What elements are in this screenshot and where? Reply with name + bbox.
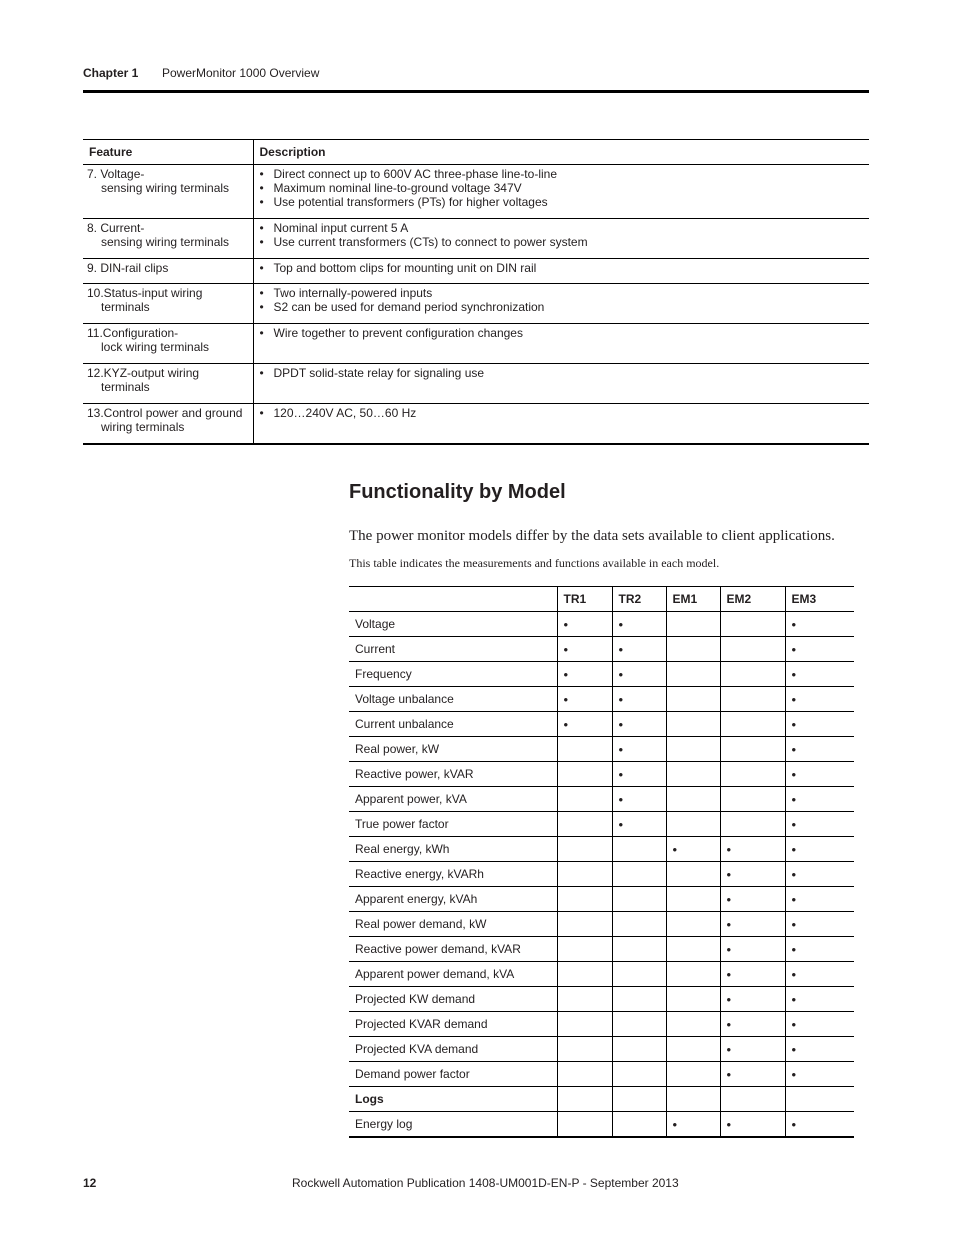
description-list	[260, 326, 864, 340]
section-heading: Functionality by Model	[349, 481, 566, 503]
description-list	[260, 221, 864, 249]
availability-cell	[666, 1087, 720, 1112]
availability-cell: •	[720, 987, 785, 1012]
feature-line: 11.Configuration-	[87, 326, 179, 340]
model-row	[349, 987, 854, 1012]
description-list	[260, 406, 864, 420]
description-item: • Nominal input current 5 A	[260, 221, 864, 235]
measurement-label: Projected KW demand	[349, 987, 557, 1012]
description-cell	[253, 364, 869, 404]
measurement-label: Logs	[349, 1087, 557, 1112]
description-list	[260, 286, 864, 314]
availability-cell	[612, 837, 666, 862]
measurement-label: Voltage	[349, 612, 557, 637]
measurement-label: Current unbalance	[349, 712, 557, 737]
model-row	[349, 962, 854, 987]
availability-cell: •	[720, 962, 785, 987]
availability-cell: •	[785, 787, 854, 812]
availability-cell: •	[557, 712, 612, 737]
description-item: • DPDT solid-state relay for signaling use	[260, 366, 864, 380]
availability-cell	[612, 937, 666, 962]
availability-cell	[612, 987, 666, 1012]
measurement-label: Apparent power demand, kVA	[349, 962, 557, 987]
availability-cell	[612, 862, 666, 887]
availability-cell	[666, 737, 720, 762]
model-row	[349, 712, 854, 737]
model-row	[349, 662, 854, 687]
availability-cell: •	[720, 837, 785, 862]
feature-line: wiring terminals	[101, 420, 185, 434]
availability-cell	[557, 1062, 612, 1087]
measurement-label: Reactive power, kVAR	[349, 762, 557, 787]
availability-cell	[612, 1037, 666, 1062]
availability-cell	[666, 612, 720, 637]
availability-cell: •	[785, 912, 854, 937]
model-row	[349, 612, 854, 637]
model-row	[349, 887, 854, 912]
availability-cell: •	[557, 637, 612, 662]
measurement-label: Projected KVAR demand	[349, 1012, 557, 1037]
availability-cell: •	[720, 1112, 785, 1138]
feature-cell	[83, 364, 253, 404]
feature-cell	[83, 259, 253, 284]
availability-cell: •	[612, 737, 666, 762]
feature-table-header	[83, 140, 869, 165]
availability-cell	[720, 637, 785, 662]
description-list	[260, 366, 864, 380]
model-row	[349, 837, 854, 862]
availability-cell	[666, 937, 720, 962]
model-row	[349, 862, 854, 887]
availability-cell: •	[666, 1112, 720, 1138]
availability-cell: •	[785, 1112, 854, 1138]
feature-line: 9. DIN-rail clips	[87, 261, 169, 275]
feature-row	[83, 259, 869, 284]
availability-cell: •	[612, 687, 666, 712]
description-cell	[253, 284, 869, 324]
model-column-header: EM1	[666, 587, 720, 612]
availability-cell	[557, 787, 612, 812]
availability-cell: •	[785, 1037, 854, 1062]
measurement-label: Real energy, kWh	[349, 837, 557, 862]
availability-cell	[557, 837, 612, 862]
model-row	[349, 787, 854, 812]
description-list	[260, 167, 864, 209]
description-cell	[253, 165, 869, 219]
feature-column-header: Feature	[83, 140, 253, 165]
feature-line: 13.Control power and ground	[87, 406, 243, 420]
availability-cell: •	[785, 712, 854, 737]
feature-line: 12.KYZ-output wiring	[87, 366, 200, 380]
feature-line: lock wiring terminals	[101, 340, 210, 354]
feature-row	[83, 165, 869, 219]
model-table-header	[349, 587, 854, 612]
availability-cell	[557, 887, 612, 912]
description-cell	[253, 404, 869, 445]
availability-cell: •	[785, 637, 854, 662]
availability-cell	[720, 687, 785, 712]
measurement-column-header	[349, 587, 557, 612]
availability-cell	[612, 1062, 666, 1087]
availability-cell	[666, 812, 720, 837]
availability-cell: •	[785, 737, 854, 762]
availability-cell: •	[612, 637, 666, 662]
availability-cell	[666, 687, 720, 712]
availability-cell	[666, 1062, 720, 1087]
chapter-label: Chapter 1	[83, 66, 139, 80]
availability-cell	[666, 962, 720, 987]
availability-cell	[720, 612, 785, 637]
availability-cell: •	[666, 837, 720, 862]
feature-line: sensing wiring terminals	[101, 235, 230, 249]
availability-cell	[720, 662, 785, 687]
feature-cell	[83, 219, 253, 259]
availability-cell: •	[557, 612, 612, 637]
measurement-label: Current	[349, 637, 557, 662]
availability-cell: •	[720, 862, 785, 887]
availability-cell: •	[720, 1062, 785, 1087]
availability-cell	[557, 1012, 612, 1037]
description-item: • Maximum nominal line-to-ground voltage 347V	[260, 181, 864, 195]
availability-cell	[557, 1087, 612, 1112]
availability-cell: •	[720, 937, 785, 962]
availability-cell	[557, 762, 612, 787]
feature-cell	[83, 165, 253, 219]
availability-cell: •	[612, 612, 666, 637]
availability-cell: •	[785, 862, 854, 887]
feature-row	[83, 284, 869, 324]
feature-line: 7. Voltage-	[87, 167, 145, 181]
availability-cell: •	[557, 687, 612, 712]
availability-cell	[666, 712, 720, 737]
availability-cell: •	[785, 837, 854, 862]
availability-cell: •	[720, 1037, 785, 1062]
feature-line: 10.Status-input wiring	[87, 286, 203, 300]
measurement-label: Real power demand, kW	[349, 912, 557, 937]
description-cell	[253, 259, 869, 284]
availability-cell	[666, 637, 720, 662]
page-number: 12	[83, 1176, 97, 1190]
measurement-label: True power factor	[349, 812, 557, 837]
availability-cell	[666, 862, 720, 887]
measurement-label: Real power, kW	[349, 737, 557, 762]
availability-cell	[612, 1112, 666, 1138]
description-item: • Direct connect up to 600V AC three-phase line-to-line	[260, 167, 864, 181]
running-header	[83, 66, 869, 93]
description-item: • 120…240V AC, 50…60 Hz	[260, 406, 864, 420]
measurement-label: Reactive power demand, kVAR	[349, 937, 557, 962]
availability-cell	[666, 1012, 720, 1037]
model-column-header: EM3	[785, 587, 854, 612]
availability-cell	[557, 987, 612, 1012]
publication-info: Rockwell Automation Publication 1408-UM001D-EN-P - September 2013	[292, 1176, 679, 1190]
availability-cell	[612, 1087, 666, 1112]
availability-cell: •	[720, 912, 785, 937]
feature-cell	[83, 324, 253, 364]
model-row	[349, 762, 854, 787]
availability-cell: •	[785, 612, 854, 637]
availability-cell	[720, 712, 785, 737]
feature-line: 8. Current-	[87, 221, 145, 235]
availability-cell	[612, 912, 666, 937]
feature-row	[83, 219, 869, 259]
availability-cell	[557, 812, 612, 837]
measurement-label: Demand power factor	[349, 1062, 557, 1087]
model-row	[349, 812, 854, 837]
model-row	[349, 1037, 854, 1062]
feature-line: sensing wiring terminals	[101, 181, 230, 195]
availability-cell	[612, 887, 666, 912]
model-row	[349, 1012, 854, 1037]
availability-cell	[720, 1087, 785, 1112]
feature-row	[83, 364, 869, 404]
feature-row	[83, 324, 869, 364]
description-column-header: Description	[253, 140, 869, 165]
feature-row	[83, 404, 869, 445]
model-column-header: TR2	[612, 587, 666, 612]
availability-cell: •	[612, 812, 666, 837]
description-item: • Wire together to prevent configuration changes	[260, 326, 864, 340]
availability-cell	[557, 912, 612, 937]
model-column-header: TR1	[557, 587, 612, 612]
availability-cell: •	[785, 812, 854, 837]
measurement-label: Apparent energy, kVAh	[349, 887, 557, 912]
availability-cell	[612, 962, 666, 987]
availability-cell	[557, 1112, 612, 1138]
measurement-label: Frequency	[349, 662, 557, 687]
availability-cell: •	[785, 662, 854, 687]
availability-cell: •	[557, 662, 612, 687]
feature-cell	[83, 284, 253, 324]
availability-cell: •	[785, 962, 854, 987]
measurement-label: Apparent power, kVA	[349, 787, 557, 812]
model-row	[349, 737, 854, 762]
availability-cell: •	[785, 762, 854, 787]
availability-cell	[557, 937, 612, 962]
model-row	[349, 637, 854, 662]
chapter-title: PowerMonitor 1000 Overview	[162, 66, 320, 80]
model-column-header: EM2	[720, 587, 785, 612]
availability-cell	[720, 737, 785, 762]
availability-cell	[557, 1037, 612, 1062]
availability-cell	[557, 737, 612, 762]
intro-paragraph: The power monitor models differ by the data sets available to client applications.	[349, 528, 835, 544]
feature-cell	[83, 404, 253, 445]
description-item: • Use current transformers (CTs) to connect to power system	[260, 235, 864, 249]
availability-cell: •	[720, 1012, 785, 1037]
description-item: • Use potential transformers (PTs) for higher voltages	[260, 195, 864, 209]
model-row	[349, 1087, 854, 1112]
availability-cell	[785, 1087, 854, 1112]
description-list	[260, 261, 864, 275]
description-item: • S2 can be used for demand period synchronization	[260, 300, 864, 314]
model-row	[349, 937, 854, 962]
description-cell	[253, 219, 869, 259]
availability-cell	[666, 662, 720, 687]
feature-table	[83, 139, 869, 445]
availability-cell	[720, 812, 785, 837]
availability-cell	[666, 787, 720, 812]
availability-cell: •	[612, 762, 666, 787]
availability-cell: •	[785, 687, 854, 712]
model-row	[349, 1112, 854, 1138]
feature-line: terminals	[101, 300, 150, 314]
availability-cell	[666, 1037, 720, 1062]
measurement-label: Projected KVA demand	[349, 1037, 557, 1062]
availability-cell: •	[785, 887, 854, 912]
availability-cell: •	[612, 662, 666, 687]
availability-cell: •	[720, 887, 785, 912]
model-row	[349, 912, 854, 937]
availability-cell: •	[785, 1062, 854, 1087]
availability-cell: •	[785, 937, 854, 962]
description-item: • Top and bottom clips for mounting unit on DIN rail	[260, 261, 864, 275]
availability-cell	[666, 762, 720, 787]
availability-cell	[720, 787, 785, 812]
availability-cell	[557, 862, 612, 887]
model-row	[349, 687, 854, 712]
description-item: • Two internally-powered inputs	[260, 286, 864, 300]
availability-cell: •	[612, 712, 666, 737]
availability-cell: •	[785, 987, 854, 1012]
availability-cell	[612, 1012, 666, 1037]
availability-cell	[557, 962, 612, 987]
availability-cell	[720, 762, 785, 787]
availability-cell	[666, 987, 720, 1012]
availability-cell: •	[612, 787, 666, 812]
availability-cell	[666, 912, 720, 937]
table-note: This table indicates the measurements and functions available in each model.	[349, 556, 720, 570]
availability-cell: •	[785, 1012, 854, 1037]
model-row	[349, 1062, 854, 1087]
measurement-label: Reactive energy, kVARh	[349, 862, 557, 887]
availability-cell	[666, 887, 720, 912]
measurement-label: Energy log	[355, 1117, 413, 1131]
description-cell	[253, 324, 869, 364]
feature-line: terminals	[101, 380, 150, 394]
measurement-label: Voltage unbalance	[349, 687, 557, 712]
model-table	[349, 586, 854, 1138]
